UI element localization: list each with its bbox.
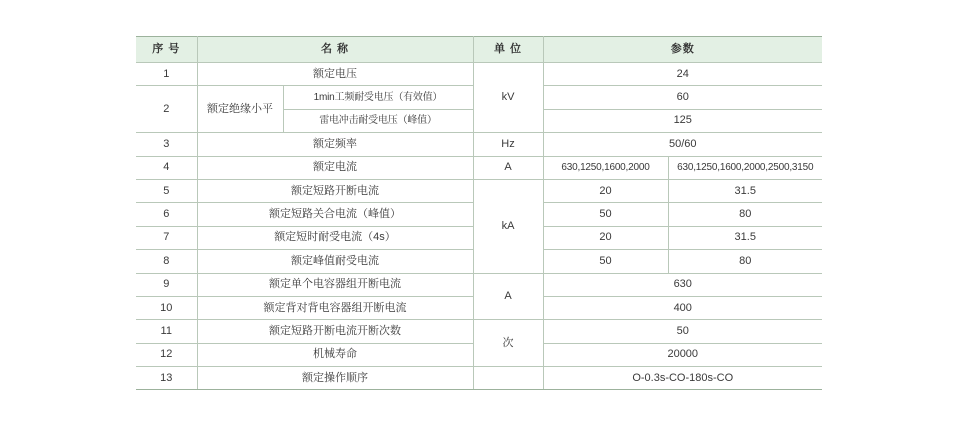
row-value: 630 [543, 273, 822, 296]
row-name: 额定电压 [197, 63, 473, 86]
row-value-a: 630,1250,1600,2000 [543, 156, 668, 179]
row-sub-name: 雷电冲击耐受电压（峰值） [283, 109, 473, 132]
row-no: 10 [136, 296, 197, 319]
row-value-a: 50 [543, 203, 668, 226]
row-value-b: 31.5 [668, 226, 822, 249]
row-name: 额定峰值耐受电流 [197, 250, 473, 273]
table-row [136, 273, 822, 296]
header-params: 参数 [543, 37, 822, 63]
row-no: 8 [136, 250, 197, 273]
unit-cell-empty [473, 367, 543, 390]
row-no: 4 [136, 156, 197, 179]
parameter-table [136, 36, 822, 390]
unit-cell: A [473, 156, 543, 179]
row-no: 5 [136, 179, 197, 202]
row-group-name: 额定绝缘小平 [197, 86, 283, 133]
row-name: 额定短路开断电流 [197, 179, 473, 202]
unit-cell: kV [473, 63, 543, 133]
row-name: 额定背对背电容器组开断电流 [197, 296, 473, 319]
row-name: 机械寿命 [197, 343, 473, 366]
unit-cell: A [473, 273, 543, 320]
row-no: 2 [136, 86, 197, 133]
row-no: 13 [136, 367, 197, 390]
row-value: O-0.3s-CO-180s-CO [543, 367, 822, 390]
table-row [136, 133, 822, 156]
table-row [136, 320, 822, 343]
row-no: 12 [136, 343, 197, 366]
unit-cell: Hz [473, 133, 543, 156]
row-value: 50/60 [543, 133, 822, 156]
header-unit: 单 位 [473, 37, 543, 63]
row-name: 额定频率 [197, 133, 473, 156]
table-row [136, 63, 822, 86]
table-row [136, 156, 822, 179]
row-no: 6 [136, 203, 197, 226]
row-value-a: 20 [543, 226, 668, 249]
row-name: 额定短路关合电流（峰值） [197, 203, 473, 226]
row-value: 400 [543, 296, 822, 319]
row-value: 20000 [543, 343, 822, 366]
row-no: 1 [136, 63, 197, 86]
header-name: 名 称 [197, 37, 473, 63]
row-name: 额定电流 [197, 156, 473, 179]
row-no: 3 [136, 133, 197, 156]
table-row [136, 367, 822, 390]
row-name: 额定单个电容器组开断电流 [197, 273, 473, 296]
row-value: 50 [543, 320, 822, 343]
row-no: 9 [136, 273, 197, 296]
row-sub-name: 1min工频耐受电压（有效值） [283, 86, 473, 109]
table-header-row [136, 37, 822, 63]
row-value-b: 80 [668, 203, 822, 226]
row-value-b: 80 [668, 250, 822, 273]
row-no: 7 [136, 226, 197, 249]
row-value-a: 50 [543, 250, 668, 273]
row-name: 额定操作顺序 [197, 367, 473, 390]
unit-cell: 次 [473, 320, 543, 367]
row-value: 60 [543, 86, 822, 109]
table-row [136, 179, 822, 202]
row-value-b: 31.5 [668, 179, 822, 202]
row-name: 额定短时耐受电流（4s） [197, 226, 473, 249]
row-name: 额定短路开断电流开断次数 [197, 320, 473, 343]
row-value-b: 630,1250,1600,2000,2500,3150 [668, 156, 822, 179]
unit-cell: kA [473, 179, 543, 273]
row-no: 11 [136, 320, 197, 343]
header-no: 序 号 [136, 37, 197, 63]
row-value: 125 [543, 109, 822, 132]
row-value-a: 20 [543, 179, 668, 202]
row-value: 24 [543, 63, 822, 86]
